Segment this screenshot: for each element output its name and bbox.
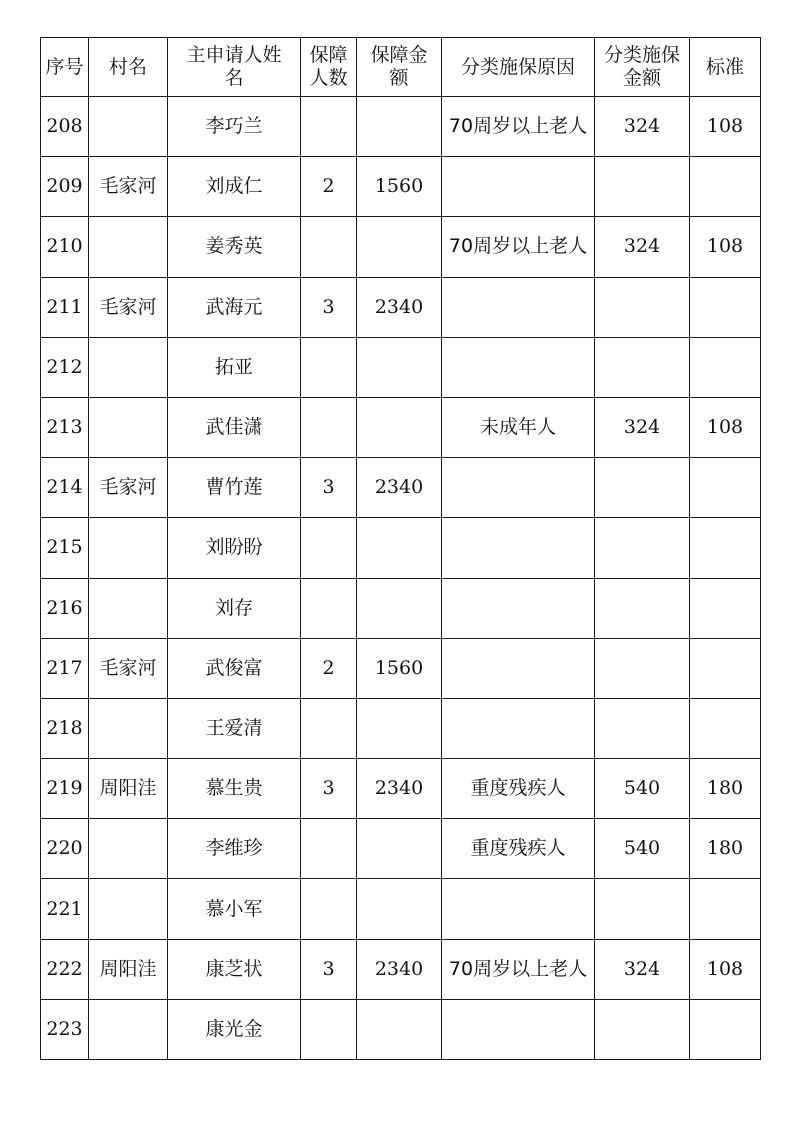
cell-reason: [442, 518, 595, 578]
cell-reason: 重度残疾人: [442, 819, 595, 879]
cell-village: 毛家河: [89, 458, 168, 518]
cell-applicant: 慕生贵: [168, 759, 301, 819]
cell-seq: 220: [41, 819, 89, 879]
table-row: [41, 518, 761, 578]
cell-class-amount: 540: [595, 819, 690, 879]
cell-amount: [357, 698, 442, 758]
table-row: [41, 638, 761, 698]
cell-applicant: 刘存: [168, 578, 301, 638]
cell-class-amount: [595, 879, 690, 939]
cell-standard: 180: [690, 819, 761, 879]
cell-reason: [442, 879, 595, 939]
cell-village: 周阳洼: [89, 939, 168, 999]
cell-seq: 211: [41, 277, 89, 337]
header-seq: 序号: [41, 38, 89, 97]
cell-class-amount: 324: [595, 939, 690, 999]
cell-count: [301, 337, 357, 397]
cell-amount: [357, 819, 442, 879]
header-applicant: 主申请人姓名: [168, 38, 301, 97]
cell-count: [301, 217, 357, 277]
table-row: [41, 999, 761, 1059]
cell-seq: 223: [41, 999, 89, 1059]
cell-village: [89, 217, 168, 277]
cell-standard: 108: [690, 397, 761, 457]
cell-applicant: 拓亚: [168, 337, 301, 397]
cell-seq: 208: [41, 97, 89, 157]
cell-reason: [442, 698, 595, 758]
cell-amount: 1560: [357, 638, 442, 698]
cell-seq: 221: [41, 879, 89, 939]
table-row: [41, 397, 761, 457]
cell-applicant: 刘盼盼: [168, 518, 301, 578]
header-reason: 分类施保原因: [442, 38, 595, 97]
cell-amount: [357, 337, 442, 397]
cell-count: 3: [301, 277, 357, 337]
table-row: [41, 698, 761, 758]
table-row: [41, 277, 761, 337]
cell-reason: 重度残疾人: [442, 759, 595, 819]
cell-count: [301, 397, 357, 457]
table-row: [41, 939, 761, 999]
cell-count: [301, 578, 357, 638]
table-row: [41, 578, 761, 638]
cell-standard: [690, 638, 761, 698]
cell-count: [301, 819, 357, 879]
cell-village: [89, 999, 168, 1059]
cell-standard: [690, 578, 761, 638]
cell-amount: 1560: [357, 157, 442, 217]
cell-seq: 210: [41, 217, 89, 277]
cell-standard: [690, 518, 761, 578]
cell-applicant: 李维珍: [168, 819, 301, 879]
cell-village: [89, 819, 168, 879]
cell-seq: 209: [41, 157, 89, 217]
cell-class-amount: [595, 518, 690, 578]
cell-standard: 180: [690, 759, 761, 819]
cell-seq: 216: [41, 578, 89, 638]
cell-count: 3: [301, 939, 357, 999]
cell-class-amount: [595, 458, 690, 518]
cell-amount: 2340: [357, 939, 442, 999]
cell-village: [89, 397, 168, 457]
cell-applicant: 刘成仁: [168, 157, 301, 217]
header-amount: 保障金额: [357, 38, 442, 97]
table-row: [41, 337, 761, 397]
cell-class-amount: 324: [595, 217, 690, 277]
cell-class-amount: [595, 337, 690, 397]
cell-count: 2: [301, 638, 357, 698]
cell-reason: 70周岁以上老人: [442, 97, 595, 157]
cell-standard: [690, 999, 761, 1059]
cell-village: [89, 337, 168, 397]
cell-applicant: 武海元: [168, 277, 301, 337]
header-row: [41, 38, 761, 97]
cell-seq: 217: [41, 638, 89, 698]
cell-count: 3: [301, 759, 357, 819]
table-row: [41, 97, 761, 157]
cell-standard: [690, 277, 761, 337]
table-body: [41, 97, 761, 1060]
cell-applicant: 李巧兰: [168, 97, 301, 157]
cell-village: 毛家河: [89, 638, 168, 698]
cell-village: 周阳洼: [89, 759, 168, 819]
cell-class-amount: 324: [595, 397, 690, 457]
cell-applicant: 武俊富: [168, 638, 301, 698]
cell-applicant: 康光金: [168, 999, 301, 1059]
cell-reason: 未成年人: [442, 397, 595, 457]
cell-count: 2: [301, 157, 357, 217]
cell-applicant: 曹竹莲: [168, 458, 301, 518]
cell-seq: 215: [41, 518, 89, 578]
cell-applicant: 姜秀英: [168, 217, 301, 277]
cell-reason: [442, 999, 595, 1059]
cell-amount: [357, 999, 442, 1059]
cell-applicant: 王爱清: [168, 698, 301, 758]
cell-seq: 214: [41, 458, 89, 518]
cell-reason: [442, 638, 595, 698]
header-count: 保障人数: [301, 38, 357, 97]
cell-class-amount: [595, 157, 690, 217]
cell-class-amount: 540: [595, 759, 690, 819]
cell-standard: [690, 157, 761, 217]
cell-village: [89, 879, 168, 939]
cell-village: [89, 698, 168, 758]
cell-count: [301, 999, 357, 1059]
table-row: [41, 217, 761, 277]
header-standard: 标准: [690, 38, 761, 97]
cell-reason: [442, 458, 595, 518]
cell-reason: 70周岁以上老人: [442, 217, 595, 277]
cell-count: [301, 698, 357, 758]
cell-class-amount: [595, 999, 690, 1059]
cell-amount: [357, 518, 442, 578]
cell-village: [89, 518, 168, 578]
cell-village: 毛家河: [89, 157, 168, 217]
cell-amount: [357, 397, 442, 457]
cell-seq: 218: [41, 698, 89, 758]
cell-class-amount: 324: [595, 97, 690, 157]
cell-applicant: 慕小军: [168, 879, 301, 939]
cell-village: [89, 97, 168, 157]
table-row: [41, 759, 761, 819]
cell-class-amount: [595, 638, 690, 698]
cell-count: 3: [301, 458, 357, 518]
relief-table: [40, 37, 761, 1060]
cell-seq: 213: [41, 397, 89, 457]
cell-village: 毛家河: [89, 277, 168, 337]
cell-applicant: 武佳潇: [168, 397, 301, 457]
cell-amount: 2340: [357, 458, 442, 518]
header-class-amount: 分类施保金额: [595, 38, 690, 97]
cell-count: [301, 879, 357, 939]
cell-amount: [357, 217, 442, 277]
cell-seq: 222: [41, 939, 89, 999]
cell-amount: 2340: [357, 759, 442, 819]
cell-amount: 2340: [357, 277, 442, 337]
cell-standard: [690, 879, 761, 939]
cell-class-amount: [595, 578, 690, 638]
cell-seq: 212: [41, 337, 89, 397]
cell-standard: [690, 458, 761, 518]
cell-count: [301, 518, 357, 578]
table-row: [41, 458, 761, 518]
cell-standard: 108: [690, 217, 761, 277]
cell-village: [89, 578, 168, 638]
cell-reason: 70周岁以上老人: [442, 939, 595, 999]
table-row: [41, 157, 761, 217]
cell-reason: [442, 277, 595, 337]
cell-class-amount: [595, 277, 690, 337]
cell-seq: 219: [41, 759, 89, 819]
cell-standard: 108: [690, 97, 761, 157]
header-village: 村名: [89, 38, 168, 97]
cell-reason: [442, 337, 595, 397]
cell-standard: 108: [690, 939, 761, 999]
table-row: [41, 879, 761, 939]
cell-standard: [690, 337, 761, 397]
cell-reason: [442, 157, 595, 217]
cell-reason: [442, 578, 595, 638]
cell-applicant: 康芝状: [168, 939, 301, 999]
cell-amount: [357, 578, 442, 638]
cell-class-amount: [595, 698, 690, 758]
cell-standard: [690, 698, 761, 758]
cell-amount: [357, 97, 442, 157]
cell-amount: [357, 879, 442, 939]
cell-count: [301, 97, 357, 157]
table-row: [41, 819, 761, 879]
